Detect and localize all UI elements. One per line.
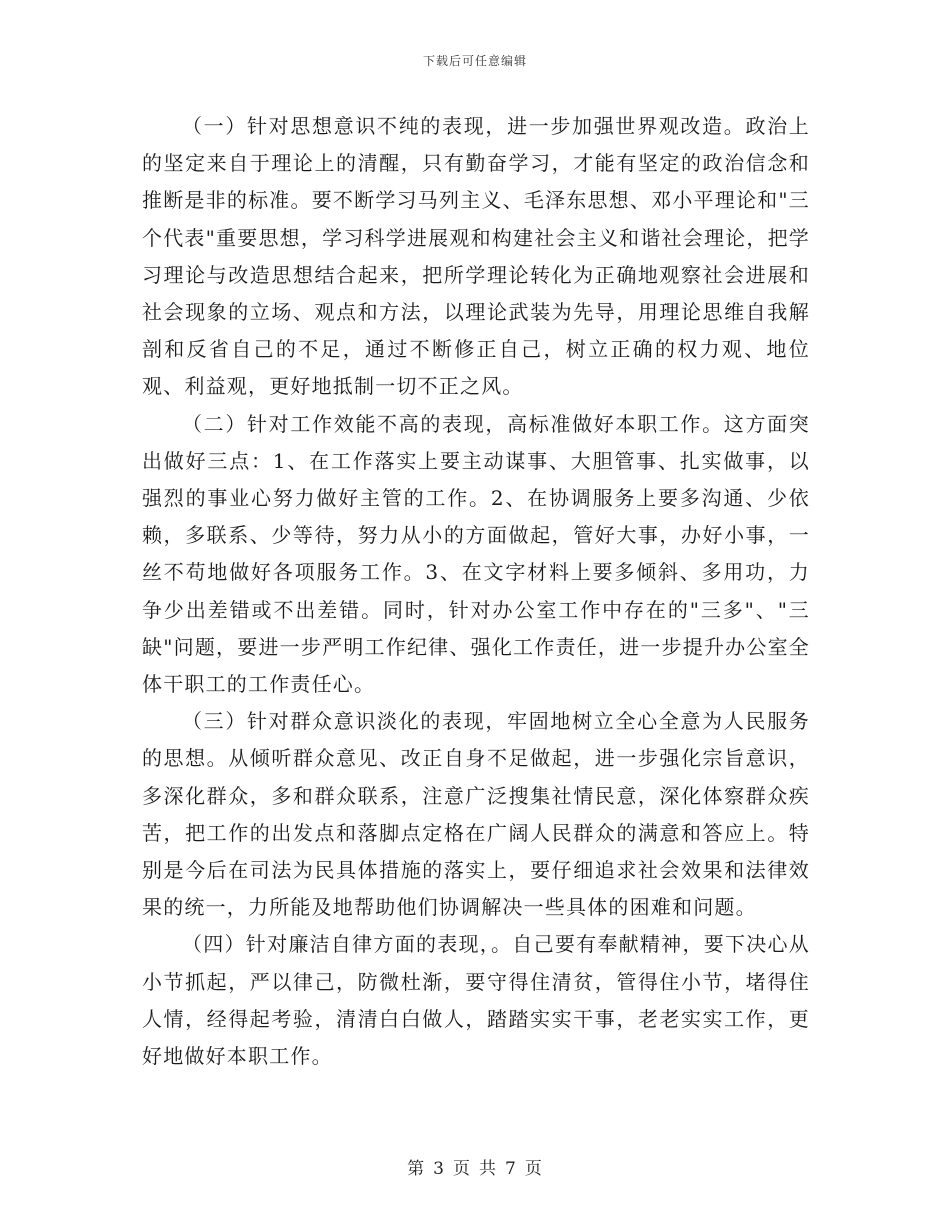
paragraph-3: （三）针对群众意识淡化的表现，牢固地树立全心全意为人民服务的思想。从倾听群众意见、改正自身不足做起，进一步强化宗旨意识，多深化群众，多和群众联系，注意广泛搜集社情民意，深化体察群众疾苦，把工作的出发点和落脚点定格在广阔人民群众的满意和答应上。特别是今后在司法为民具体措施的落实上，要仔细追求社会效果和法律效果的统一，力所能及地帮助他们协调解决一些具体的困难和问题。 bbox=[142, 709, 810, 920]
paragraph-4: （四）针对廉洁自律方面的表现，。自己要有奉献精神，要下决心从小节抓起，严以律己，防微杜渐，要守得住清贫，管得住小节，堵得住人情，经得起考验，清清白白做人，踏踏实实干事，老老实实工作，更好地做好本职工作。 bbox=[142, 932, 810, 1069]
current-page-number: 3 bbox=[433, 1159, 445, 1179]
page-suffix: 页 bbox=[524, 1159, 543, 1179]
paragraph-2: （二）针对工作效能不高的表现，高标准做好本职工作。这方面突出做好三点：1、在工作落实上要主动谋事、大胆管事、扎实做事，以强烈的事业心努力做好主管的工作。2、在协调服务上要多沟通、少依赖，多联系、少等待，努力从小的方面做起，管好大事，办好小事，一丝不苟地做好各项服务工作。3、在文字材料上要多倾斜、多用功，力争少出差错或不出差错。同时，针对办公室工作中存在的"三多"、"三缺"问题，要进一步严明工作纪律、强化工作责任，进一步提升办公室全体干职工的工作责任心。 bbox=[142, 411, 810, 697]
page-header: 下载后可任意编辑 bbox=[422, 54, 527, 68]
page-number-footer bbox=[0, 1154, 950, 1179]
paragraph-1: （一）针对思想意识不纯的表现，进一步加强世界观改造。政治上的坚定来自于理论上的清醒，只有勤奋学习，才能有坚定的政治信念和推断是非的标准。要不断学习马列主义、毛泽东思想、邓小平理论和"三个代表"重要思想，学习科学进展观和构建社会主义和谐社会理论，把学习理论与改造思想结合起来，把所学理论转化为正确地观察社会进展和社会现象的立场、观点和方法，以理论武装为先导，用理论思维自我解剖和反省自己的不足，通过不断修正自己，树立正确的权力观、地位观、利益观，更好地抵制一切不正之风。 bbox=[142, 114, 810, 399]
document-body bbox=[142, 108, 810, 1075]
total-prefix: 共 bbox=[479, 1159, 497, 1179]
total-pages-number: 7 bbox=[505, 1159, 517, 1179]
page-prefix: 第 bbox=[407, 1159, 426, 1179]
page-mid: 页 bbox=[453, 1159, 471, 1179]
